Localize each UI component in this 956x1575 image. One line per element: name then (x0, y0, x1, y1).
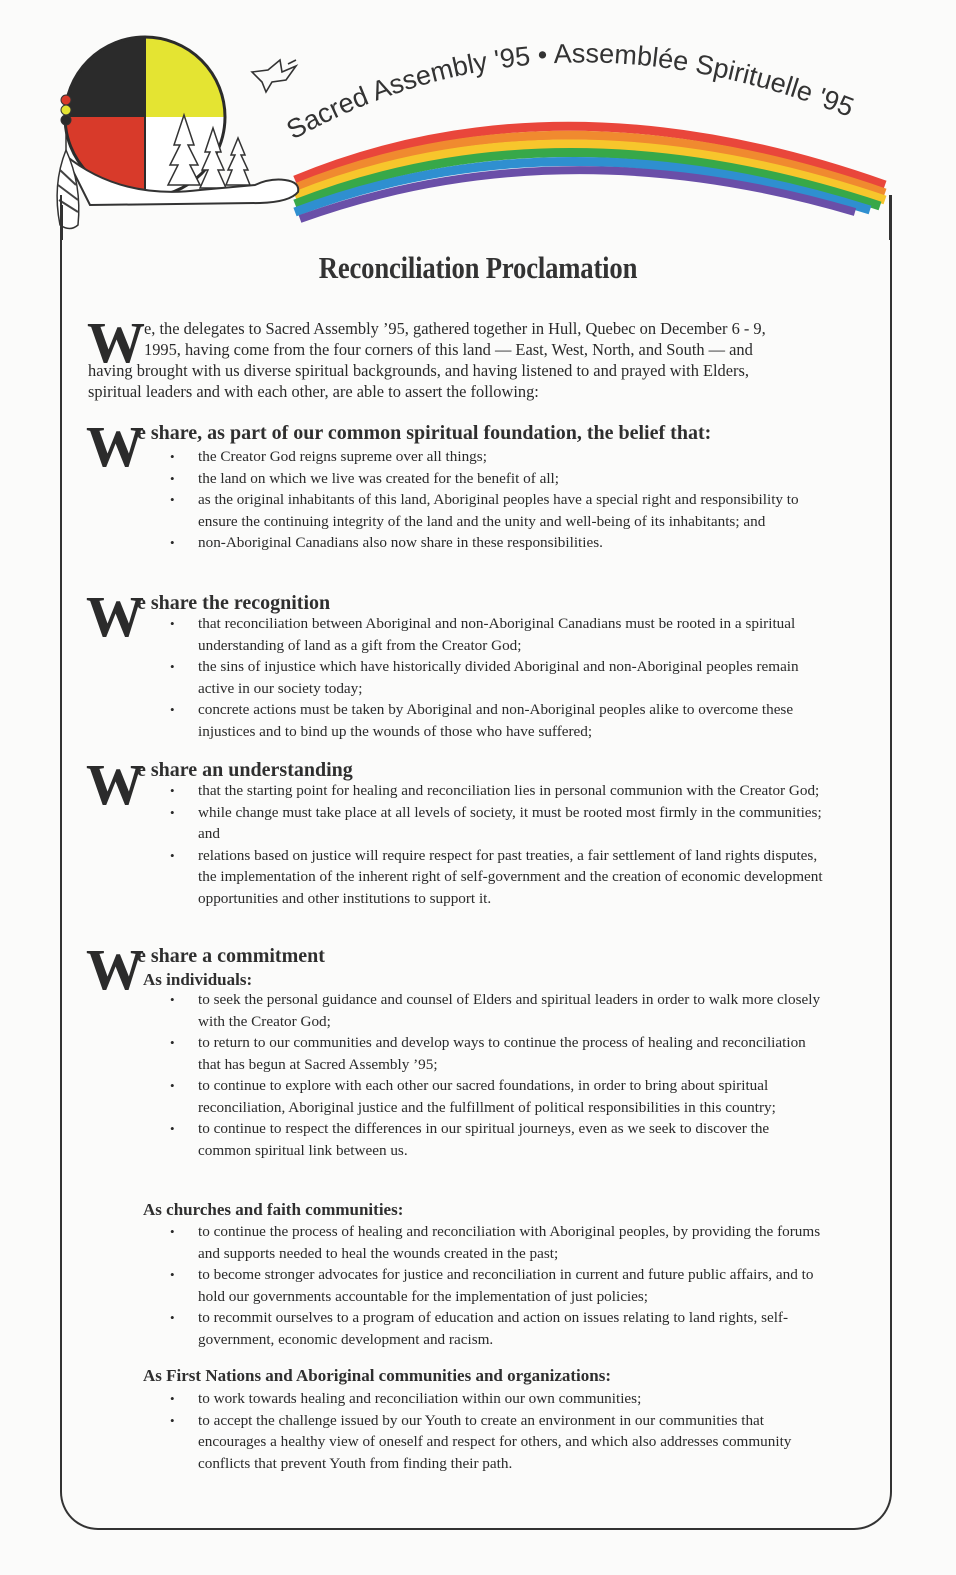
intro-paragraph (88, 318, 868, 402)
section-1-dropcap: W (86, 414, 144, 479)
list-item: • as the original inhabitants of this land, Aboriginal peoples have a special right and responsibility to ensure the continuing integrity of the land and the unity and well-being of its inhabitants; and (170, 489, 825, 532)
intro-line-4: spiritual leaders and with each other, are able to assert the following: (88, 382, 539, 401)
intro-line-3: having brought with us diverse spiritual backgrounds, and having listened to and prayed with Elders, (88, 361, 749, 380)
section-4-dropcap: W (86, 937, 144, 1002)
group-churches-label: As churches and faith communities: (143, 1200, 404, 1219)
group-first-nations-label: As First Nations and Aboriginal communities and organizations: (143, 1366, 612, 1385)
intro-dropcap: W (87, 310, 145, 375)
section-3-list (170, 780, 825, 909)
list-item: • to accept the challenge issued by our Youth to create an environment in our communities that encourages a healthy view of oneself and respect for others, and which also addresses community conflicts that prevent Youth from finding their path. (170, 1410, 825, 1475)
list-item: • to seek the personal guidance and counsel of Elders and spiritual leaders in order to walk more closely with the Creator God; (170, 989, 825, 1032)
list-item: • while change must take place at all levels of society, it must be rooted most firmly in the communities; and (170, 802, 825, 845)
page-title: Reconciliation Proclamation (318, 250, 638, 285)
group-individuals-list (170, 989, 825, 1161)
list-item: • that the starting point for healing and reconciliation lies in personal communion with the Creator God; (170, 780, 825, 802)
list-item: • the Creator God reigns supreme over all things; (170, 446, 825, 468)
group-individuals-label: As individuals: (143, 970, 253, 989)
section-3-heading: e share an understanding (137, 759, 353, 781)
list-item: • the land on which we live was created for the benefit of all; (170, 468, 825, 490)
dove-icon (252, 60, 296, 92)
group-churches-list (170, 1221, 825, 1350)
list-item: • relations based on justice will require respect for past treaties, a fair settlement of land rights disputes, the implementation of the inherent right of self-government and the creation of economic development opportunities and other institutions to support it. (170, 845, 825, 910)
banner-textpath: Sacred Assembly '95 • Assemblée Spirituelle '95 (281, 38, 858, 146)
intro-line-2: 1995, having come from the four corners of this land — East, West, North, and South — and (144, 340, 753, 359)
list-item: • non-Aboriginal Canadians also now share in these responsibilities. (170, 532, 825, 554)
list-item: • to continue to respect the differences in our spiritual journeys, even as we seek to discover the common spiritual link between us. (170, 1118, 825, 1161)
intro-line-1: e, the delegates to Sacred Assembly ’95, gathered together in Hull, Quebec on December 6 - 9, (144, 319, 766, 338)
list-item: • the sins of injustice which have historically divided Aboriginal and non-Aboriginal peoples remain active in our society today; (170, 656, 825, 699)
section-1-list (170, 446, 825, 554)
section-2-dropcap: W (86, 584, 144, 649)
list-item: • that reconciliation between Aboriginal and non-Aboriginal Canadians must be rooted in a spiritual understanding of land as a gift from the Creator God; (170, 613, 825, 656)
list-item: • concrete actions must be taken by Aboriginal and non-Aboriginal peoples alike to overcome these injustices and to bind up the wounds of those who have suffered; (170, 699, 825, 742)
list-item: • to recommit ourselves to a program of education and action on issues relating to land rights, self-government, economic development and racism. (170, 1307, 825, 1350)
section-3-dropcap: W (86, 752, 144, 817)
list-item: • to return to our communities and develop ways to continue the process of healing and reconciliation that has begun at Sacred Assembly ’95; (170, 1032, 825, 1075)
section-2-heading: e share the recognition (137, 592, 331, 614)
list-item: • to continue the process of healing and reconciliation with Aboriginal peoples, by providing the forums and supports needed to heal the wounds created in the past; (170, 1221, 825, 1264)
section-2-list (170, 613, 825, 742)
group-first-nations-list (170, 1388, 825, 1474)
list-item: • to continue to explore with each other our sacred foundations, in order to bring about spiritual reconciliation, Aboriginal justice and the fulfillment of political responsibilities in this country; (170, 1075, 825, 1118)
list-item: • to work towards healing and reconciliation within our own communities; (170, 1388, 825, 1410)
section-1-heading: e share, as part of our common spiritual foundation, the belief that: (137, 422, 712, 444)
section-4-heading: e share a commitment (137, 945, 325, 967)
list-item: • to become stronger advocates for justice and reconciliation in current and future public affairs, and to hold our governments accountable for the implementation of just policies; (170, 1264, 825, 1307)
